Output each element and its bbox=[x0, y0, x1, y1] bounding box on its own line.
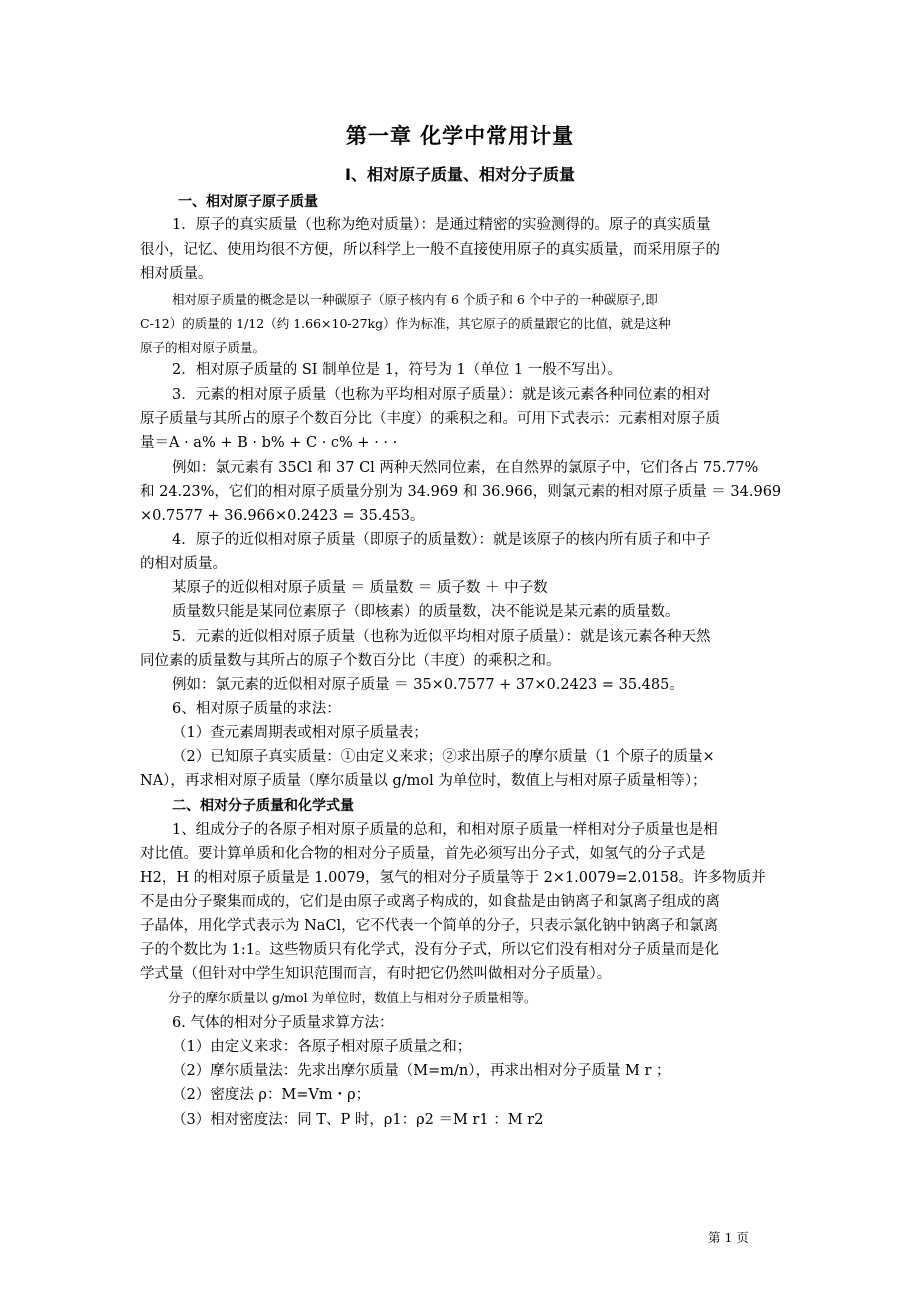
text-line: （2）摩尔质量法：先求出摩尔质量（M=m/n），再求出相对分子质量 M r ； bbox=[172, 1063, 671, 1079]
text-line: （2）密度法 ρ：M=Vm・ρ； bbox=[172, 1087, 371, 1103]
text-line: C-12）的质量的 1/12（约 1.66×10-27kg）作为标准，其它原子的质量跟它的比值，就是这种 bbox=[140, 316, 671, 331]
text-line: 很小，记忆、使用均很不方便，所以科学上一般不直接使用原子的真实质量，而采用原子的 bbox=[140, 242, 720, 258]
text-line: 的相对质量。 bbox=[140, 556, 227, 572]
text-line: 子晶体，用化学式表示为 NaCl，它不代表一个简单的分子，只表示氯化钠中钠离子和氯离 bbox=[140, 918, 719, 934]
text-line: 1．原子的真实质量（也称为绝对质量）：是通过精密的实验测得的。原子的真实质量 bbox=[172, 217, 711, 233]
text-line: 5．元素的近似相对原子质量（也称为近似平均相对原子质量）：就是该元素各种天然 bbox=[172, 629, 711, 645]
text-line: 2．相对原子质量的 SI 制单位是 1，符号为 1（单位 1 一般不写出）。 bbox=[172, 362, 622, 378]
text-line: （2）已知原子真实质量：①由定义来求；②求出原子的摩尔质量（1 个原子的质量× bbox=[172, 749, 715, 765]
text-line: ×0.7577 + 36.966×0.2423 = 35.453。 bbox=[140, 508, 425, 524]
text-line: 4．原子的近似相对原子质量（即原子的质量数）：就是该原子的核内所有质子和中子 bbox=[172, 532, 711, 548]
text-line: 6、相对原子质量的求法： bbox=[172, 701, 341, 717]
text-line: 6. 气体的相对分子质量求算方法： bbox=[172, 1015, 394, 1031]
text-line: 和 24.23%，它们的相对原子质量分别为 34.969 和 36.966，则氯元素的相对原子质量 ＝ 34.969 bbox=[140, 484, 782, 500]
text-line: （1）查元素周期表或相对原子质量表； bbox=[172, 725, 428, 741]
text-line: （1）由定义来求：各原子相对原子质量之和； bbox=[172, 1039, 472, 1055]
text-line: （3）相对密度法：同 T、P 时，ρ1：ρ2 ＝M r1 ：M r2 bbox=[172, 1112, 544, 1128]
page-title: 第一章 化学中常用计量 bbox=[345, 124, 575, 148]
text-line: NA），再求相对原子质量（摩尔质量以 g/mol 为单位时，数值上与相对原子质量相等）； bbox=[140, 773, 707, 789]
text-line: 某原子的近似相对原子质量 ＝ 质量数 ＝ 质子数 ＋ 中子数 bbox=[172, 580, 548, 596]
text-line: 对比值。要计算单质和化合物的相对分子质量，首先必须写出分子式，如氢气的分子式是 bbox=[140, 846, 706, 862]
text-line: 相对原子质量的概念是以一种碳原子（原子核内有 6 个质子和 6 个中子的一种碳原子,即 bbox=[172, 292, 658, 307]
text-line: 子的个数比为 1:1。这些物质只有化学式，没有分子式，所以它们没有相对分子质量而是化 bbox=[140, 942, 719, 958]
text-line: 不是由分子聚集而成的，它们是由原子或离子构成的，如食盐是由钠离子和氯离子组成的离 bbox=[140, 894, 720, 910]
text-line: 学式量（但针对中学生知识范围而言，有时把它仍然叫做相对分子质量）。 bbox=[140, 966, 612, 982]
text-line: 例如：氯元素的近似相对原子质量 ＝ 35×0.7577 + 37×0.2423 = 35.485。 bbox=[172, 677, 684, 693]
text-line: 质量数只能是某同位素原子（即核素）的质量数，决不能说是某元素的质量数。 bbox=[172, 604, 680, 620]
text-line: 分子的摩尔质量以 g/mol 为单位时，数值上与相对分子质量相等。 bbox=[168, 990, 537, 1005]
text-line: H2，H 的相对原子质量是 1.0079，氢气的相对分子质量等于 2×1.0079=2.0158。许多物质并 bbox=[140, 870, 766, 886]
heading-1: 一、相对原子原子质量 bbox=[178, 194, 318, 210]
text-line: 同位素的质量数与其所占的原子个数百分比（丰度）的乘积之和。 bbox=[140, 653, 561, 669]
text-line: 3．元素的相对原子质量（也称为平均相对原子质量）：就是该元素各种同位素的相对 bbox=[172, 387, 711, 403]
heading-2: 二、相对分子质量和化学式量 bbox=[172, 798, 354, 814]
text-line: 相对质量。 bbox=[140, 266, 213, 282]
text-line: 例如：氯元素有 35Cl 和 37 Cl 两种天然同位素，在自然界的氯原子中，它们各占 75.77% bbox=[172, 460, 759, 476]
text-line: 原子的相对原子质量。 bbox=[140, 340, 266, 355]
page-number: 第 1 页 bbox=[708, 1230, 749, 1245]
text-line: 原子质量与其所占的原子个数百分比（丰度）的乘积之和。可用下式表示：元素相对原子质 bbox=[140, 411, 720, 427]
text-line: 量＝A · a% + B · b% + C · c% + · · · bbox=[140, 435, 398, 451]
section-subtitle: I、相对原子质量、相对分子质量 bbox=[345, 165, 575, 184]
text-line: 1、组成分子的各原子相对原子质量的总和，和相对原子质量一样相对分子质量也是相 bbox=[172, 822, 718, 838]
